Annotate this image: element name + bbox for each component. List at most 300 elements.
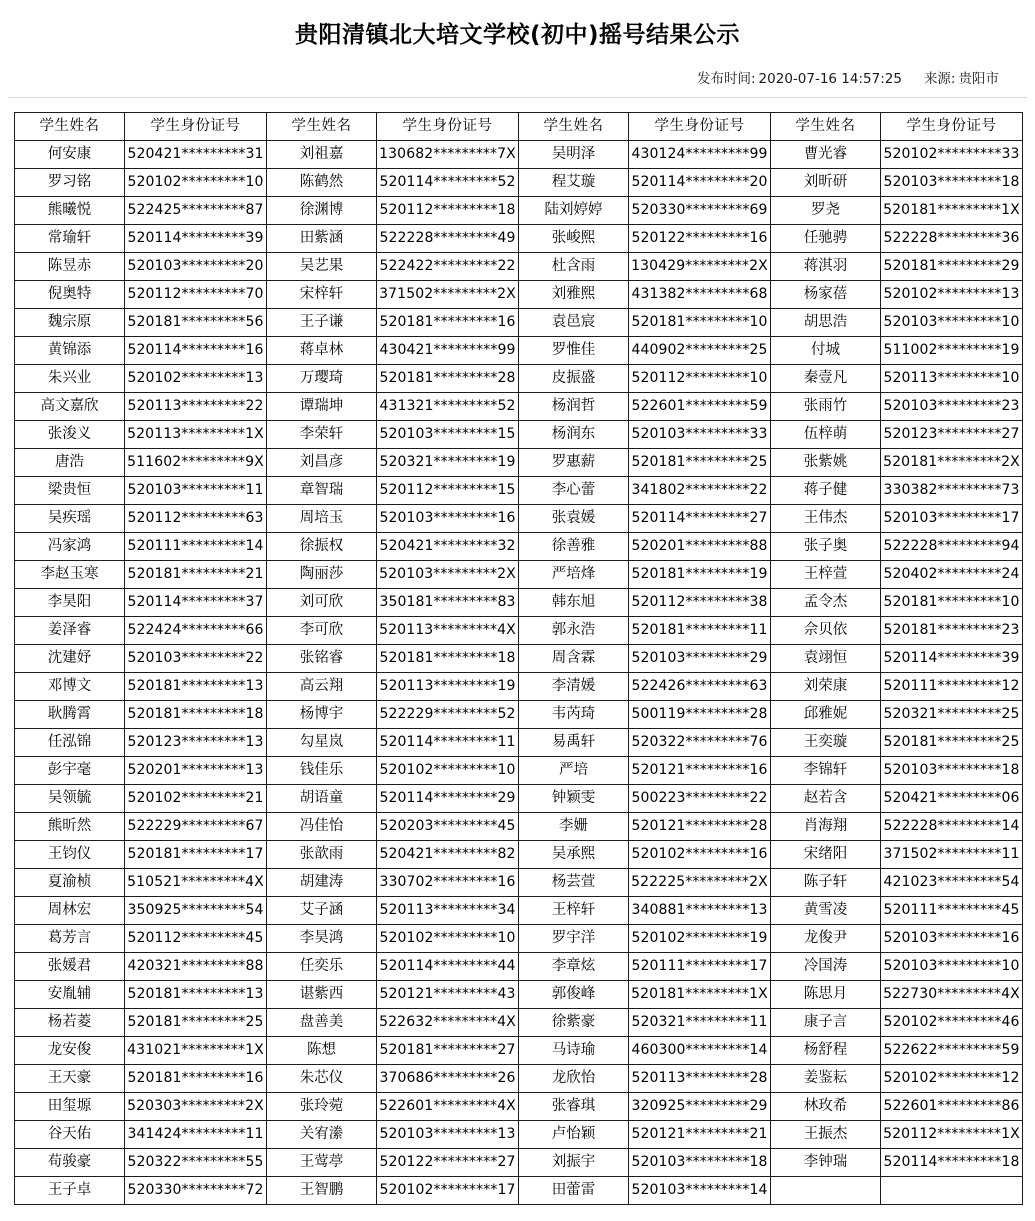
student-id-cell: 520102*********21 xyxy=(125,784,267,812)
student-id-cell: 520103*********18 xyxy=(629,1148,771,1176)
student-id-cell: 371502*********11 xyxy=(881,840,1023,868)
student-name-cell: 冯佳怡 xyxy=(267,812,377,840)
student-name-cell: 冯家鸿 xyxy=(15,532,125,560)
student-id-cell: 522601*********86 xyxy=(881,1092,1023,1120)
student-name-cell: 徐善雅 xyxy=(519,532,629,560)
student-name-cell: 彭宇毫 xyxy=(15,756,125,784)
roster-table-container xyxy=(0,98,1035,1221)
student-name-cell: 任奕乐 xyxy=(267,952,377,980)
student-id-cell: 520102*********10 xyxy=(377,756,519,784)
student-name-cell: 杨润东 xyxy=(519,420,629,448)
student-name-cell: 高文嘉欣 xyxy=(15,392,125,420)
student-id-cell: 520102*********10 xyxy=(125,168,267,196)
student-name-cell: 黄雪凌 xyxy=(771,896,881,924)
student-name-cell: 朱芯仪 xyxy=(267,1064,377,1092)
student-id-cell: 520181*********13 xyxy=(125,672,267,700)
student-id-cell: 520181*********23 xyxy=(881,616,1023,644)
student-name-cell: 陈鹤然 xyxy=(267,168,377,196)
student-name-cell: 罗习铭 xyxy=(15,168,125,196)
student-id-cell: 511602*********9X xyxy=(125,448,267,476)
student-id-cell: 341802*********22 xyxy=(629,476,771,504)
student-name-cell: 熊昕然 xyxy=(15,812,125,840)
student-name-cell: 胡语童 xyxy=(267,784,377,812)
student-id-cell: 520402*********24 xyxy=(881,560,1023,588)
student-id-cell: 520114*********18 xyxy=(881,1148,1023,1176)
student-id-cell: 522730*********4X xyxy=(881,980,1023,1008)
student-name-cell: 张峻熙 xyxy=(519,224,629,252)
student-name-cell: 李钟瑞 xyxy=(771,1148,881,1176)
student-id-cell: 522424*********66 xyxy=(125,616,267,644)
student-name-cell: 杜含雨 xyxy=(519,252,629,280)
student-name-cell: 苟骏豪 xyxy=(15,1148,125,1176)
student-name-cell: 李清媛 xyxy=(519,672,629,700)
student-name-cell: 谭瑞坤 xyxy=(267,392,377,420)
student-name-cell: 程艾璇 xyxy=(519,168,629,196)
student-name-cell: 康子言 xyxy=(771,1008,881,1036)
student-name-cell: 徐渊博 xyxy=(267,196,377,224)
student-id-cell: 520103*********16 xyxy=(881,924,1023,952)
student-id-cell: 520122*********16 xyxy=(629,224,771,252)
student-name-cell: 徐紫豪 xyxy=(519,1008,629,1036)
student-id-cell: 520330*********69 xyxy=(629,196,771,224)
student-name-cell: 龙安俊 xyxy=(15,1036,125,1064)
student-name-cell: 唐浩 xyxy=(15,448,125,476)
student-id-cell: 522229*********67 xyxy=(125,812,267,840)
student-name-cell: 刘雅熙 xyxy=(519,280,629,308)
student-id-cell: 520102*********12 xyxy=(881,1064,1023,1092)
student-name-cell: 王莺葶 xyxy=(267,1148,377,1176)
student-id-cell: 520112*********63 xyxy=(125,504,267,532)
student-name-cell: 周含霖 xyxy=(519,644,629,672)
student-id-cell: 520102*********33 xyxy=(881,140,1023,168)
student-id-cell: 520321*********19 xyxy=(377,448,519,476)
student-id-cell: 340881*********13 xyxy=(629,896,771,924)
student-id-cell: 520111*********17 xyxy=(629,952,771,980)
student-name-cell: 郭俊峰 xyxy=(519,980,629,1008)
student-name-cell: 万璎琦 xyxy=(267,364,377,392)
student-name-cell: 林玫希 xyxy=(771,1092,881,1120)
student-id-cell: 520121*********28 xyxy=(629,812,771,840)
student-name-cell: 佘贝依 xyxy=(771,616,881,644)
student-name-cell: 周林宏 xyxy=(15,896,125,924)
student-id-cell: 371502*********2X xyxy=(377,280,519,308)
student-id-cell: 330382*********73 xyxy=(881,476,1023,504)
student-id-cell: 520181*********16 xyxy=(125,1064,267,1092)
publish-time-value: 2020-07-16 14:57:25 xyxy=(758,70,902,87)
student-name-cell: 李心蕾 xyxy=(519,476,629,504)
student-name-cell: 王振杰 xyxy=(771,1120,881,1148)
student-id-cell: 520111*********14 xyxy=(125,532,267,560)
student-id-cell: 520111*********12 xyxy=(881,672,1023,700)
student-name-cell: 张子奥 xyxy=(771,532,881,560)
table-row xyxy=(15,1120,1023,1148)
student-name-cell: 徐振权 xyxy=(267,532,377,560)
table-row xyxy=(15,448,1023,476)
student-name-cell: 沈建妤 xyxy=(15,644,125,672)
column-header-5: 学生姓名 xyxy=(519,112,629,140)
student-name-cell: 谷天佑 xyxy=(15,1120,125,1148)
student-id-cell: 430124*********99 xyxy=(629,140,771,168)
column-header-3: 学生姓名 xyxy=(267,112,377,140)
student-name-cell: 龙欣怡 xyxy=(519,1064,629,1092)
student-name-cell: 王子卓 xyxy=(15,1176,125,1204)
student-name-cell: 马诗瑜 xyxy=(519,1036,629,1064)
table-row xyxy=(15,280,1023,308)
student-name-cell: 易禹轩 xyxy=(519,728,629,756)
student-id-cell: 520112*********15 xyxy=(377,476,519,504)
student-id-cell: 430421*********99 xyxy=(377,336,519,364)
student-name-cell: 肖海翔 xyxy=(771,812,881,840)
student-name-cell: 杨芸萱 xyxy=(519,868,629,896)
column-header-8: 学生身份证号 xyxy=(881,112,1023,140)
student-name-cell: 倪奥特 xyxy=(15,280,125,308)
student-name-cell: 罗惠薪 xyxy=(519,448,629,476)
student-name-cell: 李章炫 xyxy=(519,952,629,980)
student-id-cell: 511002*********19 xyxy=(881,336,1023,364)
student-id-cell: 520113*********28 xyxy=(629,1064,771,1092)
student-name-cell: 盘善美 xyxy=(267,1008,377,1036)
table-row xyxy=(15,1092,1023,1120)
table-row xyxy=(15,476,1023,504)
student-name-cell: 宋绪阳 xyxy=(771,840,881,868)
student-id-cell: 520102*********13 xyxy=(125,364,267,392)
student-id-cell: 520181*********21 xyxy=(125,560,267,588)
student-name-cell: 夏渝桢 xyxy=(15,868,125,896)
student-id-cell: 520103*********22 xyxy=(125,644,267,672)
table-body xyxy=(15,140,1023,1204)
student-id-cell: 520181*********10 xyxy=(881,588,1023,616)
table-row xyxy=(15,224,1023,252)
student-name-cell: 韦芮琦 xyxy=(519,700,629,728)
student-id-cell: 520113*********19 xyxy=(377,672,519,700)
student-id-cell: 520181*********10 xyxy=(629,308,771,336)
column-header-2: 学生身份证号 xyxy=(125,112,267,140)
student-id-cell: 500119*********28 xyxy=(629,700,771,728)
student-name-cell: 章智瑞 xyxy=(267,476,377,504)
student-id-cell: 520322*********55 xyxy=(125,1148,267,1176)
student-name-cell: 魏宗原 xyxy=(15,308,125,336)
student-name-cell: 梁贵恒 xyxy=(15,476,125,504)
student-name-cell: 秦壹凡 xyxy=(771,364,881,392)
student-id-cell: 520114*********27 xyxy=(629,504,771,532)
student-id-cell: 520330*********72 xyxy=(125,1176,267,1204)
table-row xyxy=(15,644,1023,672)
student-name-cell: 李昊鸿 xyxy=(267,924,377,952)
student-id-cell: 520121*********21 xyxy=(629,1120,771,1148)
student-name-cell: 张媛君 xyxy=(15,952,125,980)
student-name-cell: 姜鉴耘 xyxy=(771,1064,881,1092)
page-title: 贵阳清镇北大培文学校(初中)摇号结果公示 xyxy=(294,22,741,48)
student-id-cell: 520322*********76 xyxy=(629,728,771,756)
student-id-cell: 520181*********25 xyxy=(125,1008,267,1036)
student-name-cell: 安胤辅 xyxy=(15,980,125,1008)
student-id-cell: 370686*********26 xyxy=(377,1064,519,1092)
student-name-cell: 杨舒程 xyxy=(771,1036,881,1064)
student-id-cell: 522228*********49 xyxy=(377,224,519,252)
student-name-cell: 钟颖雯 xyxy=(519,784,629,812)
student-name-cell: 关宥潫 xyxy=(267,1120,377,1148)
student-id-cell: 520121*********16 xyxy=(629,756,771,784)
student-id-cell: 520201*********88 xyxy=(629,532,771,560)
student-name-cell: 冷国涛 xyxy=(771,952,881,980)
student-id-cell: 520181*********25 xyxy=(881,728,1023,756)
student-id-cell: 520103*********11 xyxy=(125,476,267,504)
student-name-cell: 邓博文 xyxy=(15,672,125,700)
student-name-cell: 刘可欣 xyxy=(267,588,377,616)
student-name-cell: 熊曦悦 xyxy=(15,196,125,224)
student-id-cell: 520103*********18 xyxy=(881,756,1023,784)
student-name-cell xyxy=(771,1176,881,1204)
student-name-cell: 胡思浩 xyxy=(771,308,881,336)
student-name-cell: 张紫姚 xyxy=(771,448,881,476)
student-name-cell: 高云翔 xyxy=(267,672,377,700)
student-id-cell: 520103*********23 xyxy=(881,392,1023,420)
student-id-cell: 520102*********19 xyxy=(629,924,771,952)
student-id-cell: 520114*********20 xyxy=(629,168,771,196)
student-id-cell: 350181*********83 xyxy=(377,588,519,616)
student-id-cell: 520421*********06 xyxy=(881,784,1023,812)
table-row xyxy=(15,420,1023,448)
student-name-cell: 吴艺果 xyxy=(267,252,377,280)
student-name-cell: 杨若菱 xyxy=(15,1008,125,1036)
student-id-cell: 520181*********18 xyxy=(377,644,519,672)
table-row xyxy=(15,560,1023,588)
student-id-cell: 520103*********2X xyxy=(377,560,519,588)
student-id-cell: 520102*********17 xyxy=(377,1176,519,1204)
student-id-cell: 520103*********10 xyxy=(881,952,1023,980)
student-id-cell: 520112*********1X xyxy=(881,1120,1023,1148)
student-id-cell: 520103*********15 xyxy=(377,420,519,448)
student-id-cell: 520421*********82 xyxy=(377,840,519,868)
student-id-cell: 520113*********22 xyxy=(125,392,267,420)
student-name-cell: 吴承熙 xyxy=(519,840,629,868)
student-name-cell: 龙俊尹 xyxy=(771,924,881,952)
student-id-cell: 520103*********13 xyxy=(377,1120,519,1148)
table-row xyxy=(15,756,1023,784)
student-id-cell: 431021*********1X xyxy=(125,1036,267,1064)
student-name-cell: 胡建涛 xyxy=(267,868,377,896)
table-row xyxy=(15,1008,1023,1036)
table-row xyxy=(15,168,1023,196)
student-name-cell: 宋梓轩 xyxy=(267,280,377,308)
student-id-cell: 522228*********14 xyxy=(881,812,1023,840)
student-id-cell: 341424*********11 xyxy=(125,1120,267,1148)
student-id-cell: 130682*********7X xyxy=(377,140,519,168)
student-id-cell: 520181*********11 xyxy=(629,616,771,644)
student-id-cell: 522228*********36 xyxy=(881,224,1023,252)
student-id-cell: 520123*********13 xyxy=(125,728,267,756)
student-id-cell: 520181*********25 xyxy=(629,448,771,476)
student-id-cell: 520114*********29 xyxy=(377,784,519,812)
student-id-cell: 520421*********32 xyxy=(377,532,519,560)
publication-meta xyxy=(0,57,1035,97)
student-name-cell: 勾星岚 xyxy=(267,728,377,756)
student-id-cell: 520181*********16 xyxy=(377,308,519,336)
student-name-cell: 艾子涵 xyxy=(267,896,377,924)
student-name-cell: 蒋子健 xyxy=(771,476,881,504)
table-row xyxy=(15,952,1023,980)
student-name-cell: 韩东旭 xyxy=(519,588,629,616)
student-id-cell: 520103*********33 xyxy=(629,420,771,448)
student-name-cell: 王智鹏 xyxy=(267,1176,377,1204)
student-name-cell: 任驰骋 xyxy=(771,224,881,252)
student-id-cell: 520181*********17 xyxy=(125,840,267,868)
student-id-cell: 520121*********43 xyxy=(377,980,519,1008)
student-name-cell: 吴疾瑶 xyxy=(15,504,125,532)
student-id-cell: 520122*********27 xyxy=(377,1148,519,1176)
student-name-cell: 刘祖嘉 xyxy=(267,140,377,168)
student-id-cell: 522426*********63 xyxy=(629,672,771,700)
student-id-cell: 520114*********37 xyxy=(125,588,267,616)
student-id-cell: 520111*********45 xyxy=(881,896,1023,924)
student-id-cell: 510521*********4X xyxy=(125,868,267,896)
student-id-cell: 520103*********10 xyxy=(881,308,1023,336)
table-row xyxy=(15,392,1023,420)
student-id-cell: 522622*********59 xyxy=(881,1036,1023,1064)
student-id-cell: 520321*********11 xyxy=(629,1008,771,1036)
table-row xyxy=(15,196,1023,224)
student-id-cell: 520123*********27 xyxy=(881,420,1023,448)
student-id-cell: 522225*********2X xyxy=(629,868,771,896)
table-row xyxy=(15,1148,1023,1176)
student-name-cell: 赵若含 xyxy=(771,784,881,812)
student-id-cell: 520181*********18 xyxy=(125,700,267,728)
student-id-cell: 520181*********13 xyxy=(125,980,267,1008)
student-id-cell: 520112*********18 xyxy=(377,196,519,224)
student-id-cell: 330702*********16 xyxy=(377,868,519,896)
student-id-cell: 520103*********29 xyxy=(629,644,771,672)
student-name-cell: 蒋卓林 xyxy=(267,336,377,364)
student-name-cell: 耿腾霄 xyxy=(15,700,125,728)
student-id-cell: 520303*********2X xyxy=(125,1092,267,1120)
student-name-cell: 付城 xyxy=(771,336,881,364)
student-name-cell: 王梓轩 xyxy=(519,896,629,924)
student-id-cell: 520113*********10 xyxy=(881,364,1023,392)
student-name-cell: 李姗 xyxy=(519,812,629,840)
student-name-cell: 严培烽 xyxy=(519,560,629,588)
student-id-cell: 520321*********25 xyxy=(881,700,1023,728)
lottery-result-table xyxy=(14,112,1023,1205)
table-row xyxy=(15,504,1023,532)
student-id-cell: 520112*********10 xyxy=(629,364,771,392)
student-id-cell: 520181*********29 xyxy=(881,252,1023,280)
student-name-cell: 常瑜轩 xyxy=(15,224,125,252)
student-id-cell: 520102*********46 xyxy=(881,1008,1023,1036)
student-name-cell: 王子谦 xyxy=(267,308,377,336)
student-id-cell: 520421*********31 xyxy=(125,140,267,168)
student-id-cell: 520113*********34 xyxy=(377,896,519,924)
student-name-cell: 郭永浩 xyxy=(519,616,629,644)
student-id-cell: 520113*********4X xyxy=(377,616,519,644)
student-name-cell: 张铭睿 xyxy=(267,644,377,672)
source-label: 来源: xyxy=(923,70,956,87)
student-id-cell: 431382*********68 xyxy=(629,280,771,308)
student-id-cell: 520201*********13 xyxy=(125,756,267,784)
column-header-4: 学生身份证号 xyxy=(377,112,519,140)
student-id-cell: 520102*********10 xyxy=(377,924,519,952)
student-id-cell: 522601*********59 xyxy=(629,392,771,420)
student-id-cell: 440902*********25 xyxy=(629,336,771,364)
student-name-cell: 袁翊恒 xyxy=(771,644,881,672)
student-name-cell: 田蕾雷 xyxy=(519,1176,629,1204)
column-header-6: 学生身份证号 xyxy=(629,112,771,140)
student-id-cell: 460300*********14 xyxy=(629,1036,771,1064)
student-name-cell: 陈想 xyxy=(267,1036,377,1064)
column-header-1: 学生姓名 xyxy=(15,112,125,140)
table-row xyxy=(15,1036,1023,1064)
student-id-cell: 520113*********1X xyxy=(125,420,267,448)
student-name-cell: 王钧仪 xyxy=(15,840,125,868)
student-id-cell: 520103*********14 xyxy=(629,1176,771,1204)
table-row xyxy=(15,840,1023,868)
student-name-cell: 陶丽莎 xyxy=(267,560,377,588)
student-name-cell: 罗惟佳 xyxy=(519,336,629,364)
student-id-cell: 520114*********16 xyxy=(125,336,267,364)
table-row xyxy=(15,980,1023,1008)
student-name-cell: 吴明泽 xyxy=(519,140,629,168)
table-row xyxy=(15,140,1023,168)
student-id-cell: 520103*********18 xyxy=(881,168,1023,196)
student-name-cell: 谌紫西 xyxy=(267,980,377,1008)
student-name-cell: 王天豪 xyxy=(15,1064,125,1092)
student-name-cell: 刘振宇 xyxy=(519,1148,629,1176)
student-id-cell: 520114*********11 xyxy=(377,728,519,756)
student-id-cell: 520181*********1X xyxy=(629,980,771,1008)
student-name-cell: 王伟杰 xyxy=(771,504,881,532)
student-name-cell: 李锦轩 xyxy=(771,756,881,784)
student-id-cell: 520112*********38 xyxy=(629,588,771,616)
student-name-cell: 刘荣康 xyxy=(771,672,881,700)
student-name-cell: 任泓锦 xyxy=(15,728,125,756)
student-name-cell: 孟令杰 xyxy=(771,588,881,616)
student-name-cell: 蒋淇羽 xyxy=(771,252,881,280)
student-id-cell: 350925*********54 xyxy=(125,896,267,924)
table-row xyxy=(15,532,1023,560)
student-id-cell: 520181*********56 xyxy=(125,308,267,336)
student-name-cell: 陈思月 xyxy=(771,980,881,1008)
student-name-cell: 王奕璇 xyxy=(771,728,881,756)
table-row xyxy=(15,252,1023,280)
student-name-cell: 何安康 xyxy=(15,140,125,168)
student-id-cell: 520181*********28 xyxy=(377,364,519,392)
student-name-cell: 皮振盛 xyxy=(519,364,629,392)
table-row xyxy=(15,616,1023,644)
student-id-cell: 522601*********4X xyxy=(377,1092,519,1120)
student-id-cell: 520181*********2X xyxy=(881,448,1023,476)
student-name-cell: 罗宇洋 xyxy=(519,924,629,952)
student-id-cell: 522228*********94 xyxy=(881,532,1023,560)
student-id-cell: 520181*********19 xyxy=(629,560,771,588)
table-row xyxy=(15,812,1023,840)
student-name-cell: 张睿琪 xyxy=(519,1092,629,1120)
table-row xyxy=(15,868,1023,896)
student-id-cell: 522422*********22 xyxy=(377,252,519,280)
student-id-cell: 520103*********20 xyxy=(125,252,267,280)
student-id-cell: 520181*********1X xyxy=(881,196,1023,224)
student-name-cell: 李昊阳 xyxy=(15,588,125,616)
table-row xyxy=(15,924,1023,952)
publish-time-group xyxy=(697,67,924,87)
student-id-cell: 522425*********87 xyxy=(125,196,267,224)
student-id-cell: 520114*********39 xyxy=(881,644,1023,672)
source-group xyxy=(924,67,999,87)
student-name-cell: 杨家蓓 xyxy=(771,280,881,308)
student-id-cell: 520114*********44 xyxy=(377,952,519,980)
student-name-cell: 刘昕研 xyxy=(771,168,881,196)
student-name-cell: 张雨竹 xyxy=(771,392,881,420)
student-name-cell: 田玺塬 xyxy=(15,1092,125,1120)
student-id-cell: 522632*********4X xyxy=(377,1008,519,1036)
